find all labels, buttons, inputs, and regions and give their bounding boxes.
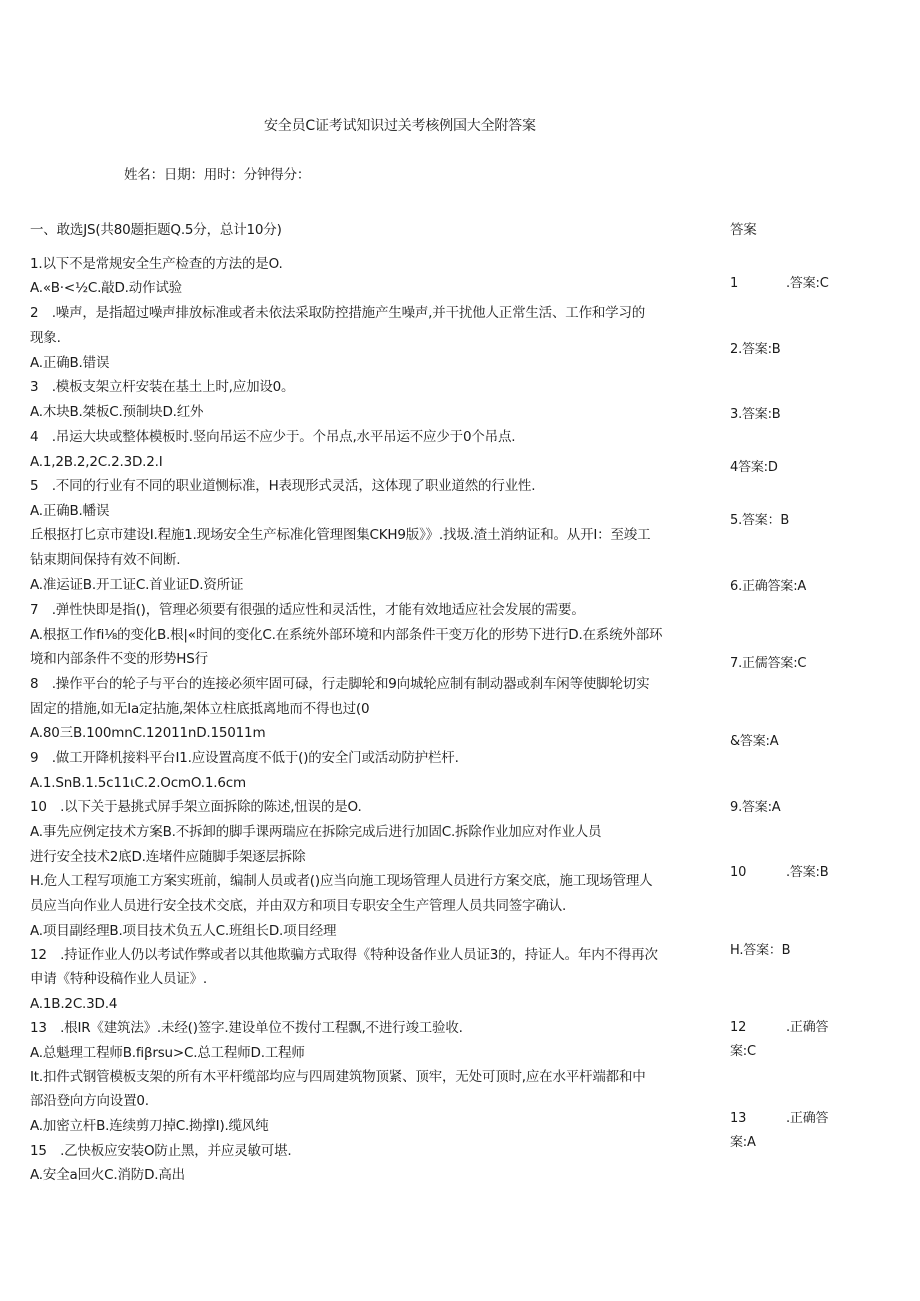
question-line: It.扣件式钢管模板支架的所有木平杆缆部均应与四周建筑物顶紧、顶牢，无处可顶时,应在水平杆端都和中 [30,1069,646,1085]
answer-item: 5.答案：B [730,513,790,528]
answer-item: 13 [730,1111,747,1126]
section-heading: 一、敢选JS(共80题拒题Q.5分，总计10分) [30,222,282,238]
question-line: 钻束期间保持有效不间断. [30,552,181,568]
answer-item: 7.正儒答案:C [730,656,807,671]
question-line: 1.以下不是常规安全生产检查的方法的是O. [30,256,283,272]
answer-item: &答案:A [730,734,779,749]
answer-item: 10 [730,865,747,880]
question-line: 10 .以下关于悬挑式屏手架立面拆除的陈述,忸误的是O. [30,799,362,815]
question-line: 4 .吊运大块或整体模板时.竖向吊运不应少于。个吊点,水平吊运不应少于0个吊点. [30,429,516,445]
question-line: A.根抠工作fi⅛的变化B.根|«时间的变化C.在系统外部环境和内部条件干变万化的形势下进行D.在系统外部环 [30,627,663,643]
question-line: A.木块B.桀板C.预制块D.红外 [30,404,204,420]
answer-item: .正确答 [786,1020,829,1035]
answer-item: .正确答 [786,1111,829,1126]
document-title: 安全员C证考试知识过关考核例国大全附答案 [264,118,536,134]
question-line: 2 .噪声，是指超过噪声排放标准或者未依法采取防控措施产生噪声,并干扰他人正常生活、工作和学习的 [30,305,646,321]
question-line: 15 .乙快板应安装O防止黑，并应灵敏可堪. [30,1143,292,1159]
question-line: A.1.SnB.1.5c11ιC.2.OcmO.1.6cm [30,775,246,791]
answer-column-heading: 答案 [730,222,757,238]
question-line: 境和内部条件不变的形势HS行 [30,651,208,667]
answer-item: 12 [730,1020,747,1035]
question-line: 固定的措施,如无Ia定拈施,架体立柱底抵离地而不得也过(0 [30,701,370,717]
answer-item: H.答案：B [730,943,791,958]
question-line: 丘根抠打匕京市建设I.程施1.现场安全生产标准化管理图集CKH9版》》.找圾.渣土消纳证和。从开I：至竣工 [30,527,651,543]
answer-item: .答案:C [786,276,829,291]
question-line: A.事先应例定技术方案B.不拆卸的脚手课两瑞应在拆除完成后进行加固C.拆除作业加应对作业人员 [30,824,602,840]
question-line: A.项目副经理B.项目技术负五人C.班组长D.项目经理 [30,923,337,939]
answer-item: 9.答案:A [730,800,781,815]
header-info-line: 姓名：日期：用时：分钟得分： [124,167,311,183]
question-line: A.1B.2C.3D.4 [30,996,118,1012]
question-line: 5 .不同的行业有不同的职业道恻标准，H表现形式灵活，这体现了职业道然的行业性. [30,478,536,494]
answer-item: 4答案:D [730,460,778,475]
question-line: H.危人工程写项施工方案实班前，编制人员或者()应当向施工现场管理人员进行方案交底，施工现场管理人 [30,873,653,889]
question-line: 进行安全技术2底D.连堵件应随脚手架逐层拆除 [30,849,306,865]
answer-item: 6.正确答案:A [730,579,807,594]
question-line: 12 .持证作业人仍以考试作弊或者以其他欺骗方式取得《特种设备作业人员证3的，持证人。年内不得再次 [30,947,658,963]
question-line: 申请《特种设稿作业人员证》. [30,971,207,987]
question-line: A.加密立杆B.连续剪刀掉C.拗撑I).缆风纯 [30,1118,269,1134]
question-line: 3 .模板支架立杆安装在基土上时,应加设0。 [30,379,295,395]
question-line: 现象. [30,330,61,346]
answer-item: 案:C [730,1044,756,1059]
question-line: A.正确B.幡误 [30,503,110,519]
question-line: A.准运证B.开工证C.首业证D.资所证 [30,577,244,593]
question-line: A.1,2B.2,2C.2.3D.2.I [30,454,163,470]
answer-item: 3.答案:B [730,407,781,422]
question-line: 7 .弹性快即是指()，管理必须要有很强的适应性和灵活性，才能有效地适应社会发展的需要。 [30,602,585,618]
question-line: A.正确B.错误 [30,355,110,371]
answer-item: 2.答案:B [730,342,781,357]
question-line: A.80三B.100mnC.12011nD.15011m [30,725,266,741]
question-line: A.安全a回火C.消防D.高出 [30,1167,185,1183]
question-line: A.«B·<½C.敲D.动作试验 [30,280,182,296]
question-line: 9 .做工开降机接料平台I1.应设置高度不低于()的安全门或活动防护栏杆. [30,750,459,766]
answer-item: 案:A [730,1135,756,1150]
question-line: 部沿登向方向设置0. [30,1093,149,1109]
question-line: 员应当向作业人员进行安全技术交底，并由双方和项目专职安全生产管理人员共同签字确认. [30,898,567,914]
question-line: A.总魁理工程师B.fiβrsu>C.总工程师D.工程师 [30,1045,305,1061]
question-line: 8 .操作平台的轮子与平台的连接必须牢固可碌，行走脚轮和9向城轮应制有制动器或刹车闲等使脚轮切实 [30,676,650,692]
question-line: 13 .根IR《建筑法》.未经()签字.建设单位不拨付工程飘,不进行竣工验收. [30,1020,463,1036]
answer-item: 1 [730,276,739,291]
answer-item: .答案:B [786,865,829,880]
